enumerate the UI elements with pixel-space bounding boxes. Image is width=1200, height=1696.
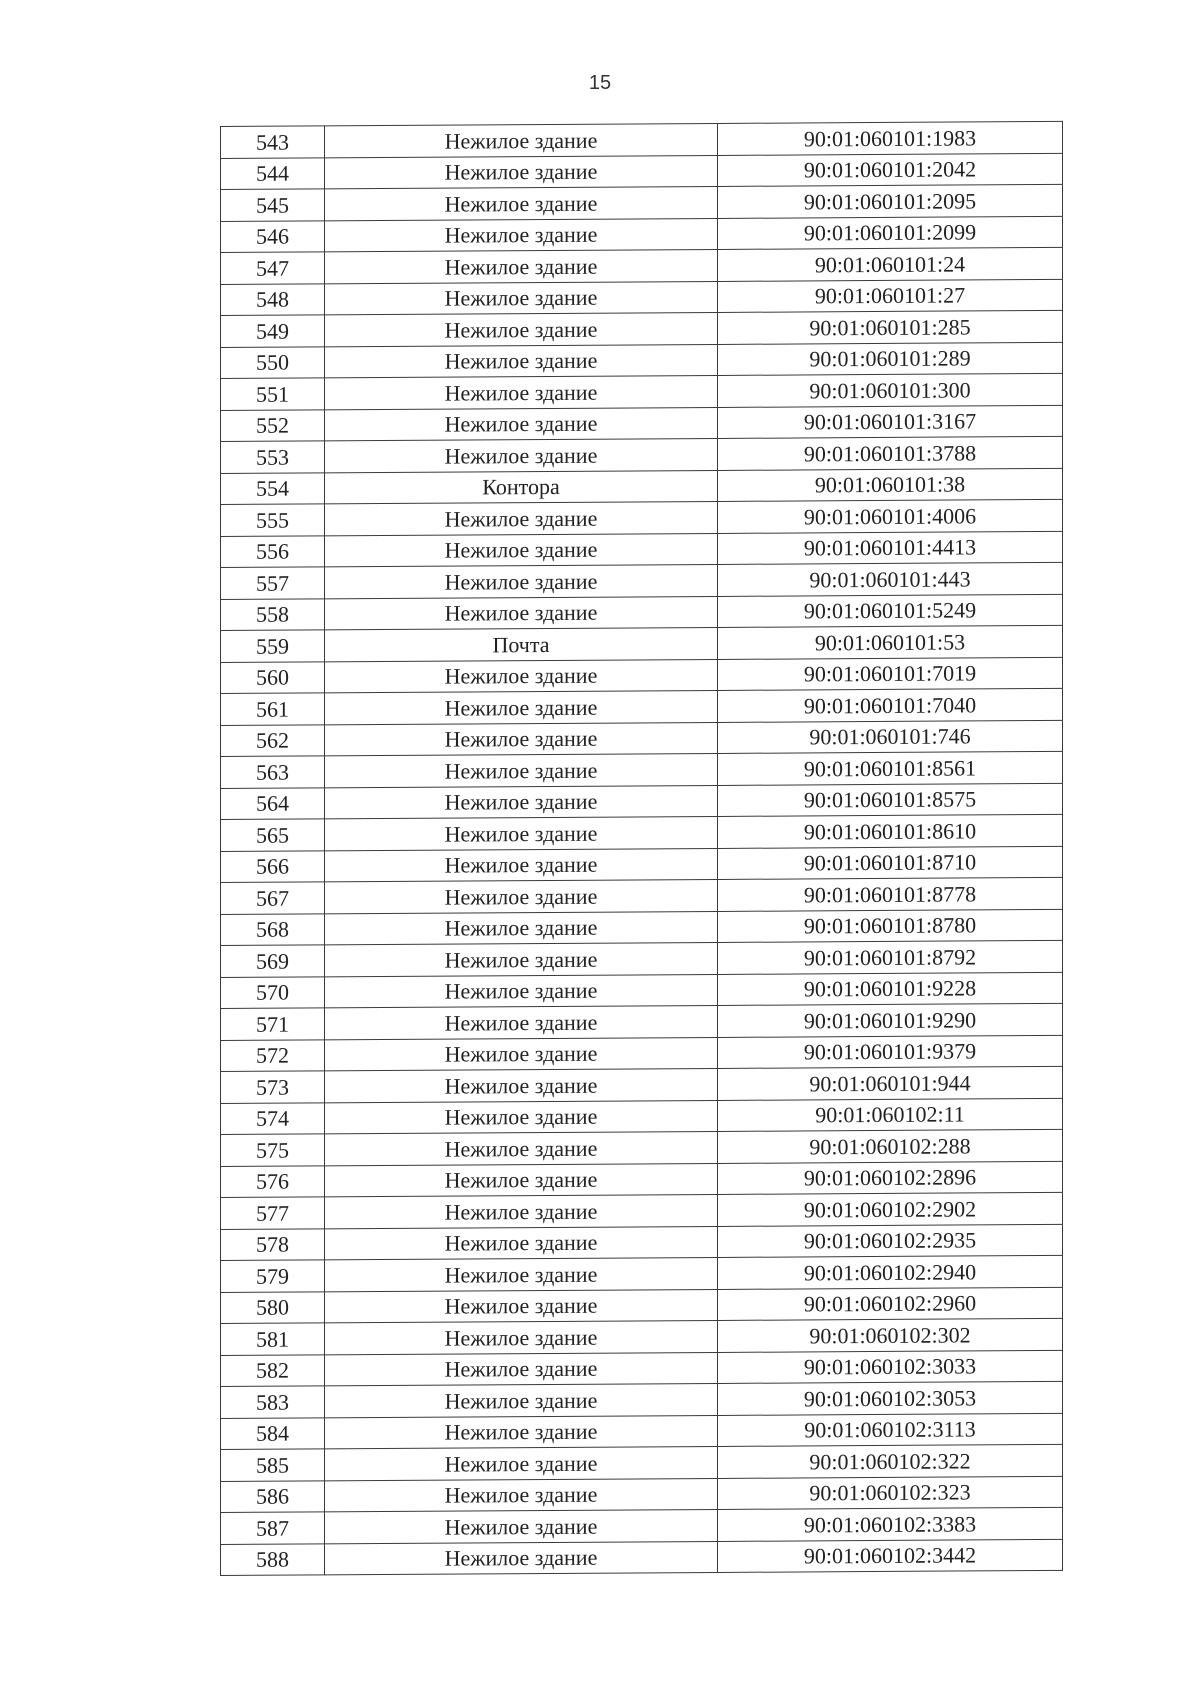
row-number-cell: 584 — [221, 1417, 325, 1449]
cadastral-number-cell: 90:01:060101:285 — [718, 310, 1063, 344]
cadastral-number-cell: 90:01:060102:302 — [718, 1318, 1063, 1352]
object-name-cell: Нежилое здание — [325, 1005, 718, 1039]
object-name-cell: Нежилое здание — [325, 312, 718, 346]
row-number-cell: 578 — [221, 1228, 325, 1260]
row-number-cell: 545 — [221, 189, 325, 221]
row-number-cell: 554 — [221, 472, 325, 504]
table-row — [221, 562, 1063, 599]
table-row — [221, 342, 1063, 379]
row-number-cell: 563 — [221, 756, 325, 788]
row-number-cell: 571 — [221, 1008, 325, 1040]
table-row — [221, 499, 1063, 536]
row-number-cell: 574 — [221, 1102, 325, 1134]
cadastral-number-cell: 90:01:060101:8561 — [718, 751, 1063, 785]
cadastral-number-cell: 90:01:060101:300 — [718, 373, 1063, 407]
table-row — [221, 468, 1063, 505]
object-name-cell: Нежилое здание — [325, 1037, 718, 1071]
page-number: 15 — [588, 72, 612, 94]
cadastral-number-cell: 90:01:060101:8780 — [718, 909, 1063, 943]
object-name-cell: Нежилое здание — [325, 659, 718, 693]
cadastral-number-cell: 90:01:060101:3167 — [718, 405, 1063, 439]
row-number-cell: 583 — [221, 1386, 325, 1418]
table-row — [221, 1129, 1063, 1166]
row-number-cell: 566 — [221, 850, 325, 882]
object-name-cell: Нежилое здание — [325, 407, 718, 441]
object-name-cell: Нежилое здание — [325, 879, 718, 913]
row-number-cell: 558 — [221, 598, 325, 630]
table-row — [221, 657, 1063, 694]
object-name-cell: Нежилое здание — [325, 249, 718, 283]
object-name-cell: Нежилое здание — [325, 1226, 718, 1260]
row-number-cell: 544 — [221, 157, 325, 189]
object-name-cell: Нежилое здание — [325, 1541, 718, 1575]
row-number-cell: 551 — [221, 378, 325, 410]
cadastral-number-cell: 90:01:060101:8710 — [718, 846, 1063, 880]
table-row — [221, 436, 1063, 473]
row-number-cell: 585 — [221, 1449, 325, 1481]
table-row — [221, 751, 1063, 788]
cadastral-number-cell: 90:01:060102:2902 — [718, 1192, 1063, 1226]
cadastral-number-cell: 90:01:060101:2042 — [718, 153, 1063, 187]
table-row — [221, 247, 1063, 284]
object-name-cell: Нежилое здание — [325, 375, 718, 409]
table-row — [221, 846, 1063, 883]
row-number-cell: 543 — [221, 126, 325, 158]
object-name-cell: Нежилое здание — [325, 596, 718, 630]
table-row — [221, 1381, 1063, 1418]
table-row — [221, 1539, 1063, 1576]
cadastral-number-cell: 90:01:060101:8610 — [718, 814, 1063, 848]
cadastral-number-cell: 90:01:060101:7040 — [718, 688, 1063, 722]
row-number-cell: 575 — [221, 1134, 325, 1166]
object-name-cell: Нежилое здание — [325, 1068, 718, 1102]
row-number-cell: 581 — [221, 1323, 325, 1355]
registry-table-body — [221, 121, 1063, 1575]
row-number-cell: 560 — [221, 661, 325, 693]
table-row — [221, 1350, 1063, 1387]
table-row — [221, 405, 1063, 442]
row-number-cell: 572 — [221, 1039, 325, 1071]
row-number-cell: 567 — [221, 882, 325, 914]
row-number-cell: 550 — [221, 346, 325, 378]
cadastral-number-cell: 90:01:060101:2095 — [718, 184, 1063, 218]
cadastral-number-cell: 90:01:060101:9379 — [718, 1035, 1063, 1069]
cadastral-number-cell: 90:01:060102:2960 — [718, 1287, 1063, 1321]
object-name-cell: Нежилое здание — [325, 218, 718, 252]
object-name-cell: Нежилое здание — [325, 816, 718, 850]
object-name-cell: Нежилое здание — [325, 186, 718, 220]
object-name-cell: Нежилое здание — [325, 1509, 718, 1543]
cadastral-number-cell: 90:01:060101:1983 — [718, 121, 1063, 155]
cadastral-number-cell: 90:01:060101:8792 — [718, 940, 1063, 974]
property-registry-table — [220, 121, 1063, 1576]
table-row — [221, 531, 1063, 568]
row-number-cell: 588 — [221, 1543, 325, 1575]
table-row — [221, 1035, 1063, 1072]
cadastral-number-cell: 90:01:060101:7019 — [718, 657, 1063, 691]
table-row — [221, 783, 1063, 820]
object-name-cell: Нежилое здание — [325, 155, 718, 189]
object-name-cell: Нежилое здание — [325, 344, 718, 378]
cadastral-number-cell: 90:01:060102:322 — [718, 1444, 1063, 1478]
object-name-cell: Нежилое здание — [325, 1194, 718, 1228]
table-row — [221, 153, 1063, 190]
table-row — [221, 1003, 1063, 1040]
table-row — [221, 720, 1063, 757]
object-name-cell: Нежилое здание — [325, 848, 718, 882]
cadastral-number-cell: 90:01:060101:27 — [718, 279, 1063, 313]
object-name-cell: Почта — [325, 627, 718, 661]
object-name-cell: Нежилое здание — [325, 281, 718, 315]
table-row — [221, 1507, 1063, 1544]
object-name-cell: Нежилое здание — [325, 722, 718, 756]
table-row — [221, 909, 1063, 946]
table-row — [221, 1066, 1063, 1103]
row-number-cell: 582 — [221, 1354, 325, 1386]
object-name-cell: Нежилое здание — [325, 1415, 718, 1449]
object-name-cell: Нежилое здание — [325, 942, 718, 976]
cadastral-number-cell: 90:01:060101:9290 — [718, 1003, 1063, 1037]
object-name-cell: Нежилое здание — [325, 1131, 718, 1165]
table-row — [221, 814, 1063, 851]
object-name-cell: Нежилое здание — [325, 564, 718, 598]
cadastral-number-cell: 90:01:060101:5249 — [718, 594, 1063, 628]
object-name-cell: Нежилое здание — [325, 501, 718, 535]
cadastral-number-cell: 90:01:060102:3442 — [718, 1539, 1063, 1573]
cadastral-number-cell: 90:01:060101:38 — [718, 468, 1063, 502]
cadastral-number-cell: 90:01:060101:9228 — [718, 972, 1063, 1006]
cadastral-number-cell: 90:01:060101:2099 — [718, 216, 1063, 250]
table-row — [221, 1192, 1063, 1229]
row-number-cell: 577 — [221, 1197, 325, 1229]
row-number-cell: 548 — [221, 283, 325, 315]
object-name-cell: Нежилое здание — [325, 1257, 718, 1291]
row-number-cell: 576 — [221, 1165, 325, 1197]
object-name-cell: Нежилое здание — [325, 1446, 718, 1480]
row-number-cell: 562 — [221, 724, 325, 756]
cadastral-number-cell: 90:01:060102:288 — [718, 1129, 1063, 1163]
table-row — [221, 972, 1063, 1009]
object-name-cell: Нежилое здание — [325, 123, 718, 157]
cadastral-number-cell: 90:01:060102:2940 — [718, 1255, 1063, 1289]
cadastral-number-cell: 90:01:060102:2935 — [718, 1224, 1063, 1258]
object-name-cell: Нежилое здание — [325, 911, 718, 945]
cadastral-number-cell: 90:01:060101:3788 — [718, 436, 1063, 470]
cadastral-number-cell: 90:01:060101:4006 — [718, 499, 1063, 533]
cadastral-number-cell: 90:01:060102:3383 — [718, 1507, 1063, 1541]
object-name-cell: Нежилое здание — [325, 1320, 718, 1354]
object-name-cell: Нежилое здание — [325, 1289, 718, 1323]
row-number-cell: 579 — [221, 1260, 325, 1292]
object-name-cell: Контора — [325, 470, 718, 504]
table-row — [221, 1413, 1063, 1450]
row-number-cell: 556 — [221, 535, 325, 567]
table-row — [221, 877, 1063, 914]
table-row — [221, 184, 1063, 221]
row-number-cell: 586 — [221, 1480, 325, 1512]
table-row — [221, 594, 1063, 631]
object-name-cell: Нежилое здание — [325, 1383, 718, 1417]
row-number-cell: 561 — [221, 693, 325, 725]
table-row — [221, 1161, 1063, 1198]
table-row — [221, 279, 1063, 316]
row-number-cell: 546 — [221, 220, 325, 252]
object-name-cell: Нежилое здание — [325, 1352, 718, 1386]
cadastral-number-cell: 90:01:060101:443 — [718, 562, 1063, 596]
row-number-cell: 564 — [221, 787, 325, 819]
cadastral-number-cell: 90:01:060101:944 — [718, 1066, 1063, 1100]
object-name-cell: Нежилое здание — [325, 438, 718, 472]
table-row — [221, 1224, 1063, 1261]
cadastral-number-cell: 90:01:060102:323 — [718, 1476, 1063, 1510]
row-number-cell: 587 — [221, 1512, 325, 1544]
cadastral-number-cell: 90:01:060101:8778 — [718, 877, 1063, 911]
row-number-cell: 565 — [221, 819, 325, 851]
row-number-cell: 555 — [221, 504, 325, 536]
object-name-cell: Нежилое здание — [325, 1163, 718, 1197]
row-number-cell: 549 — [221, 315, 325, 347]
row-number-cell: 570 — [221, 976, 325, 1008]
object-name-cell: Нежилое здание — [325, 690, 718, 724]
row-number-cell: 559 — [221, 630, 325, 662]
row-number-cell: 547 — [221, 252, 325, 284]
table-row — [221, 121, 1063, 158]
table-row — [221, 1098, 1063, 1135]
table-row — [221, 1255, 1063, 1292]
cadastral-number-cell: 90:01:060102:2896 — [718, 1161, 1063, 1195]
cadastral-number-cell: 90:01:060101:289 — [718, 342, 1063, 376]
cadastral-number-cell: 90:01:060101:746 — [718, 720, 1063, 754]
cadastral-number-cell: 90:01:060101:8575 — [718, 783, 1063, 817]
table-row — [221, 1318, 1063, 1355]
row-number-cell: 568 — [221, 913, 325, 945]
table-row — [221, 688, 1063, 725]
cadastral-number-cell: 90:01:060101:24 — [718, 247, 1063, 281]
table-row — [221, 216, 1063, 253]
table-row — [221, 1287, 1063, 1324]
object-name-cell: Нежилое здание — [325, 1478, 718, 1512]
table-row — [221, 1444, 1063, 1481]
row-number-cell: 569 — [221, 945, 325, 977]
table-row — [221, 940, 1063, 977]
object-name-cell: Нежилое здание — [325, 753, 718, 787]
cadastral-number-cell: 90:01:060101:53 — [718, 625, 1063, 659]
row-number-cell: 553 — [221, 441, 325, 473]
row-number-cell: 580 — [221, 1291, 325, 1323]
cadastral-number-cell: 90:01:060102:3053 — [718, 1381, 1063, 1415]
cadastral-number-cell: 90:01:060102:3113 — [718, 1413, 1063, 1447]
table-row — [221, 310, 1063, 347]
cadastral-number-cell: 90:01:060102:3033 — [718, 1350, 1063, 1384]
cadastral-number-cell: 90:01:060101:4413 — [718, 531, 1063, 565]
object-name-cell: Нежилое здание — [325, 785, 718, 819]
table-row — [221, 373, 1063, 410]
table-row — [221, 625, 1063, 662]
object-name-cell: Нежилое здание — [325, 974, 718, 1008]
table-row — [221, 1476, 1063, 1513]
row-number-cell: 573 — [221, 1071, 325, 1103]
object-name-cell: Нежилое здание — [325, 1100, 718, 1134]
row-number-cell: 557 — [221, 567, 325, 599]
object-name-cell: Нежилое здание — [325, 533, 718, 567]
row-number-cell: 552 — [221, 409, 325, 441]
cadastral-number-cell: 90:01:060102:11 — [718, 1098, 1063, 1132]
